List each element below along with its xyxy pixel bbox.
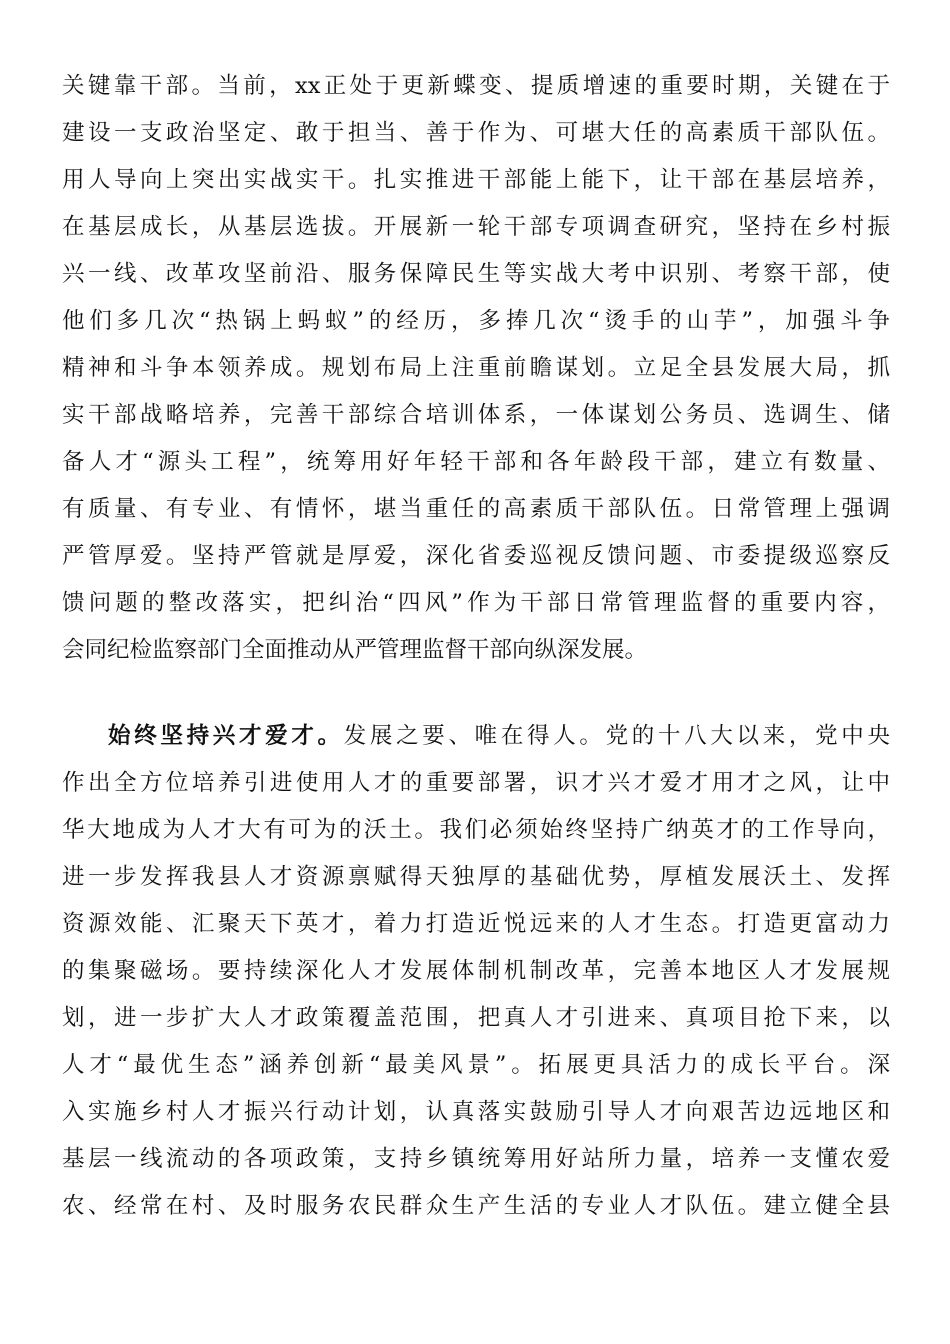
paragraph-line: 兴一线、改革攻坚前沿、服务保障民生等实战大考中识别、考察干部，使 (62, 261, 890, 287)
paragraph-line: 划，进一步扩大人才政策覆盖范围，把真人才引进来、真项目抢下来，以 (62, 1005, 890, 1031)
paragraph-line: 馈问题的整改落实，把纠治“四风”作为干部日常管理监督的重要内容， (62, 590, 890, 616)
paragraph-line: 的集聚磁场。要持续深化人才发展体制机制改革，完善本地区人才发展规 (62, 958, 890, 984)
paragraph-text: 发展之要、唯在得人。党的十八大以来，党中央 (343, 723, 890, 749)
paragraph-line: 农、经常在村、及时服务农民群众生产生活的专业人才队伍。建立健全县 (62, 1193, 890, 1219)
paragraph-line: 会同纪检监察部门全面推动从严管理监督干部向纵深发展。 (62, 637, 648, 663)
paragraph-line: 实干部战略培养，完善干部综合培训体系，一体谋划公务员、选调生、储 (62, 402, 890, 428)
paragraph-line: 建设一支政治坚定、敢于担当、善于作为、可堪大任的高素质干部队伍。 (62, 120, 890, 146)
paragraph-line: 在基层成长，从基层选拔。开展新一轮干部专项调查研究，坚持在乡村振 (62, 214, 890, 240)
paragraph-line: 基层一线流动的各项政策，支持乡镇统筹用好站所力量，培养一支懂农爱 (62, 1146, 890, 1172)
paragraph-first-line (108, 716, 890, 756)
paragraph-line: 进一步发挥我县人才资源禀赋得天独厚的基础优势，厚植发展沃土、发挥 (62, 864, 890, 890)
paragraph-line: 资源效能、汇聚天下英才，着力打造近悦远来的人才生态。打造更富动力 (62, 911, 890, 937)
paragraph-line: 华大地成为人才大有可为的沃土。我们必须始终坚持广纳英才的工作导向， (62, 817, 890, 843)
paragraph-line: 入实施乡村人才振兴行动计划，认真落实鼓励引导人才向艰苦边远地区和 (62, 1099, 890, 1125)
paragraph-line: 他们多几次“热锅上蚂蚁”的经历，多捧几次“烫手的山芋”，加强斗争 (62, 308, 890, 334)
paragraph-line: 备人才“源头工程”，统筹用好年轻干部和各年龄段干部，建立有数量、 (62, 449, 890, 475)
paragraph-line: 关键靠干部。当前，xx正处于更新蝶变、提质增速的重要时期，关键在于 (62, 73, 890, 99)
paragraph-line: 严管厚爱。坚持严管就是厚爱，深化省委巡视反馈问题、市委提级巡察反 (62, 543, 890, 569)
paragraph-line: 作出全方位培养引进使用人才的重要部署，识才兴才爱才用才之风，让中 (62, 770, 890, 796)
section-heading: 始终坚持兴才爱才。 (108, 723, 344, 749)
paragraph-line: 人才“最优生态”涵养创新“最美风景”。拓展更具活力的成长平台。深 (62, 1052, 890, 1078)
paragraph-line: 有质量、有专业、有情怀，堪当重任的高素质干部队伍。日常管理上强调 (62, 496, 890, 522)
paragraph-line: 精神和斗争本领养成。规划布局上注重前瞻谋划。立足全县发展大局，抓 (62, 355, 890, 381)
paragraph-line: 用人导向上突出实战实干。扎实推进干部能上能下，让干部在基层培养， (62, 167, 890, 193)
